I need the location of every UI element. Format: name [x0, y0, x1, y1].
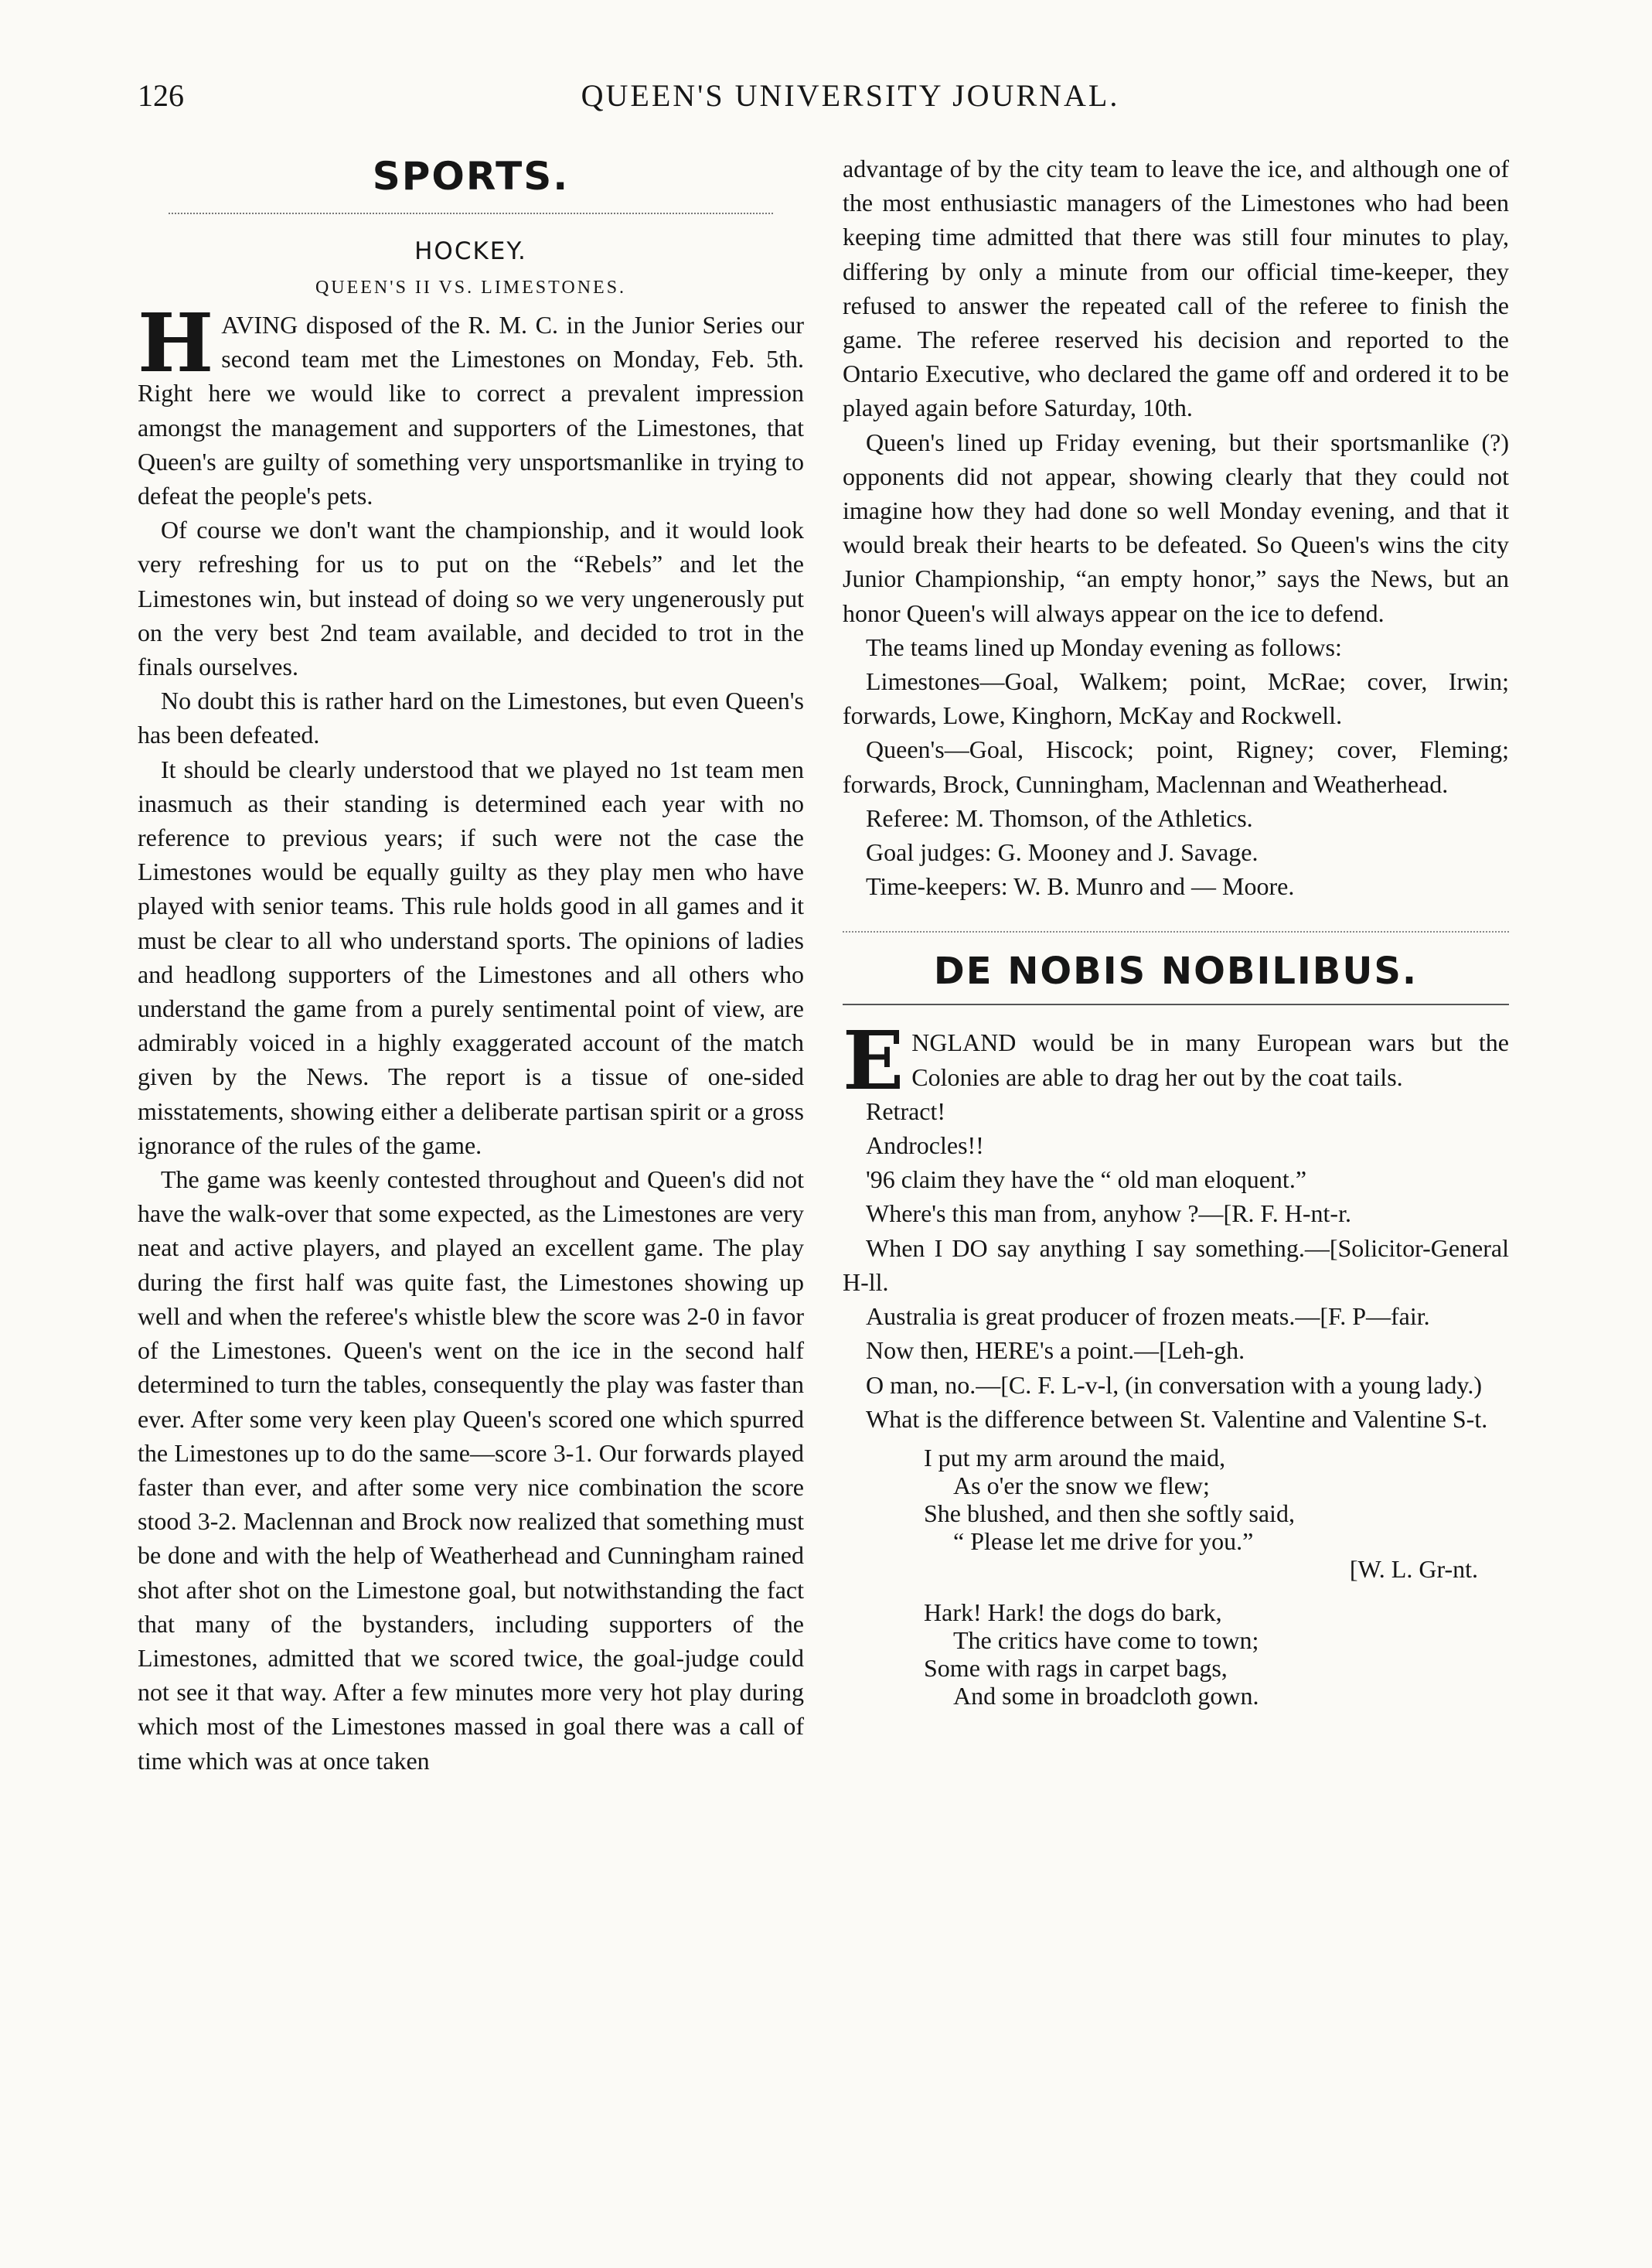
nobis-first-paragraph	[843, 1013, 1509, 1109]
sports-first-paragraph-text: AVING disposed of the R. M. C. in the Junior Series our second team met the Limestones on Monday, Feb. 5th. Right here we would like to correct a prevalent impression amongst the management and supporters of the Limestones, that Queen's are guilty of something very unsportsmanlike in trying to defeat the people's pets.	[138, 311, 804, 510]
nobis-item: Androcles!!	[866, 1131, 984, 1160]
verse-line: As o'er the snow we flew;	[953, 1471, 1210, 1499]
lineup-intro: The teams lined up Monday evening as follows:	[866, 633, 1342, 661]
sports-paragraph: Of course we don't want the championship, and it would look very refreshing for us to put on the “Rebels” and let the Limestones win, but instead of doing so we very ungenerously put on the very best 2nd team available, and decided to trot in the finals ourselves.	[138, 516, 804, 681]
sports-title: SPORTS.	[372, 154, 570, 199]
sports-paragraph: It should be clearly understood that we played no 1st team men inasmuch as their standing is determined each year with no reference to previous years; if such were not the case the Limestones would be equally guilty as they play men who have played with senior teams. This rule holds good in all games and it must be clear to all who understand sports. The opinions of ladies and headlong supporters of the Limestones and all others who understand the game from a purely sentimental point of view, are admirably voiced in a highly exaggerated account of the match given by the News. The report is a tissue of one-sided misstatements, showing either a deliberate partisan spirit or a gross ignorance of the rules of the game.	[138, 755, 804, 1159]
nobis-item: '96 claim they have the “ old man eloquent.”	[866, 1165, 1307, 1194]
nobis-item: When I DO say anything I say something.—[Solicitor-General H-ll.	[843, 1233, 1509, 1296]
nobis-divider	[843, 1004, 1509, 1005]
nobis-item: Retract!	[866, 1096, 946, 1125]
lineup-queens: Queen's—Goal, Hiscock; point, Rigney; cover, Fleming; forwards, Brock, Cunningham, Maclennan and Weatherhead.	[843, 735, 1509, 798]
sports-paragraph: Queen's lined up Friday evening, but their sportsmanlike (?) opponents did not appear, showing clearly that they could not imagine how they had done so well Monday evening, and that it would break their hearts to be defeated. So Queen's wins the city Junior Championship, “an empty honor,” says the News, but an honor Queen's will always appear on the ice to defend.	[843, 428, 1509, 627]
verse-attribution: [W. L. Gr-nt.	[1349, 1554, 1478, 1583]
goal-judges-line: Goal judges: G. Mooney and J. Savage.	[866, 838, 1259, 867]
sports-paragraph: The game was keenly contested throughout and Queen's did not have the walk-over that some expected, as the Limestones are very neat and active players, and played an excellent game. The play during the first half was quite fast, the Limestones showing up well and when the referee's whistle blew the score was 2-0 in favor of the Limestones. Queen's went on the ice in the second half determined to turn the tables, consequently the play was faster than ever. After some very keen play Queen's scored one which spurred the Limestones up to do the same—score 3-1. Our forwards played faster than ever, and after some very nice combination the score stood 3-2. Maclennan and Brock now realized that something must be done and with the help of Weatherhead and Cunningham rained shot after shot on the Limestone goal, but notwithstanding the fact that many of the bystanders, including supporters of the Limestones, admitted that we scored twice, the goal-judge could not see it that way. After a few minutes more very hot play during which most of the Limestones massed in goal there was a call of time which was at once taken	[138, 1165, 804, 1775]
time-keepers-line: Time-keepers: W. B. Munro and — Moore.	[866, 872, 1295, 901]
sports-paragraph: No doubt this is rather hard on the Limestones, but even Queen's has been defeated.	[138, 687, 804, 749]
sports-continued-paragraph: advantage of by the city team to leave the ice, and although one of the most enthusiastic managers of the Limestones who had been keeping time admitted that there was still four minutes to play, differing by only a minute from our official time-keeper, they refused to answer the repeated call of the referee to finish the game. The referee reserved his decision and reported to the Ontario Executive, who declared the game off and ordered it to be played again before Saturday, 10th.	[843, 155, 1509, 422]
page-number: 126	[138, 78, 184, 113]
verse-stanza-1	[924, 1444, 1509, 1583]
verse-line: And some in broadcloth gown.	[953, 1681, 1259, 1710]
right-column	[843, 152, 1509, 1710]
nobis-first-paragraph-text: NGLAND would be in many European wars but the Colonies are able to drag her out by the coat tails.	[911, 1028, 1509, 1091]
referee-line: Referee: M. Thomson, of the Athletics.	[866, 803, 1253, 832]
verse-line: I put my arm around the maid,	[924, 1443, 1226, 1472]
verse-line: The critics have come to town;	[953, 1625, 1259, 1654]
match-subhead: QUEEN'S II VS. LIMESTONES.	[315, 278, 627, 298]
nobis-title: DE NOBIS NOBILIBUS.	[933, 950, 1419, 994]
left-column	[138, 151, 804, 1778]
sports-first-paragraph	[138, 295, 804, 513]
nobis-item: Australia is great producer of frozen meats.—[F. P—fair.	[866, 1302, 1430, 1331]
nobis-item: Now then, HERE's a point.—[Leh-gh.	[866, 1336, 1245, 1365]
nobis-item: O man, no.—[C. F. L-v-l, (in conversation with a young lady.)	[866, 1370, 1482, 1399]
section-divider	[843, 931, 1509, 933]
lineup-limestones: Limestones—Goal, Walkem; point, McRae; cover, Irwin; forwards, Lowe, Kinghorn, McKay and Rockwell.	[843, 667, 1509, 730]
verse-line: “ Please let me drive for you.”	[953, 1526, 1254, 1555]
nobis-item: What is the difference between St. Valentine and Valentine S-t.	[866, 1404, 1488, 1433]
nobis-dropcap: E	[843, 1013, 904, 1109]
verse-line: Some with rags in carpet bags,	[924, 1653, 1228, 1682]
verse-line: She blushed, and then she softly said,	[924, 1499, 1295, 1527]
running-head: QUEEN'S UNIVERSITY JOURNAL.	[581, 78, 1120, 113]
verse-stanza-2	[924, 1598, 1509, 1710]
sports-dropcap: H	[138, 295, 214, 391]
nobis-item: Where's this man from, anyhow ?—[R. F. H-nt-r.	[866, 1199, 1351, 1228]
verse-line: Hark! Hark! the dogs do bark,	[924, 1598, 1222, 1626]
sports-divider	[169, 213, 773, 214]
hockey-title: HOCKEY.	[414, 237, 527, 265]
